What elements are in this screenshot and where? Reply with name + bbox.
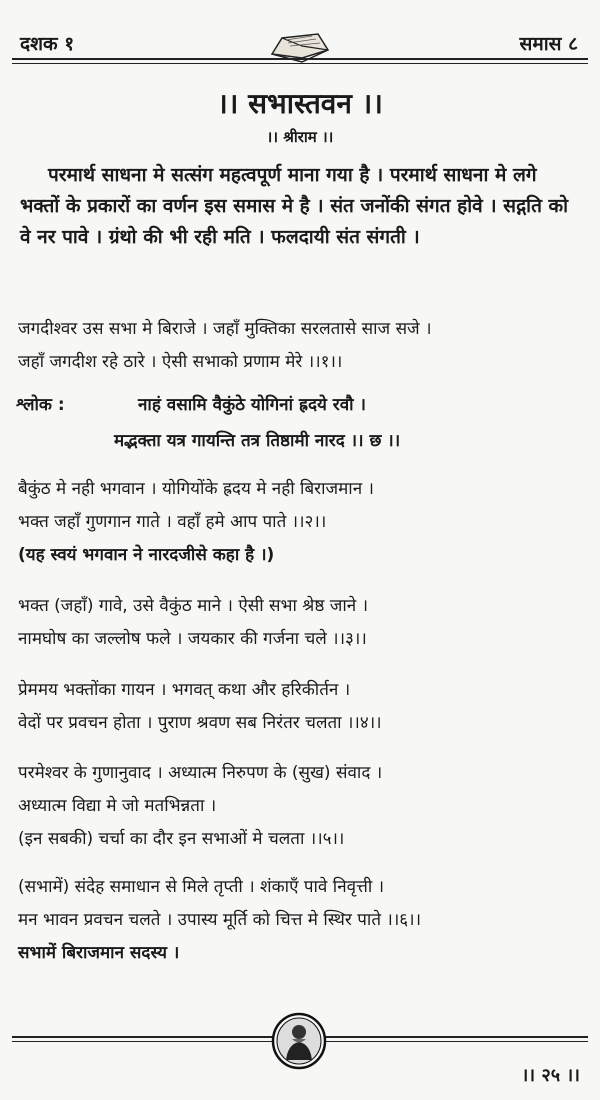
page-number: ।। २५ ।।: [521, 1065, 580, 1086]
intro-text: परमार्थ साधना मे सत्संग महत्वपूर्ण माना गया है । परमार्थ साधना मे लगे भक्तों के प्रकारों का वर्णन इस समास मे है । संत जनोंकी संगत होवे । सद्गति को वे नर पावे । ग्रंथो की भी रही मति । फलदायी संत संगती ।: [20, 164, 569, 248]
verse-line: बैकुंठ मे नही भगवान । योगियोंके ह्रदय मे नही बिराजमान ।: [18, 479, 374, 499]
shloka-line: नाहं वसामि वैकुंठे योगिनां ह्रदये रवौ ।: [138, 395, 366, 415]
intro-paragraph: [20, 160, 580, 253]
chapter-title: ।। सभास्तवन ।।: [217, 87, 383, 120]
verse-line: (सभामें) संदेह समाधान से मिले तृप्ती । शंकाएँ पावे निवृत्ती ।: [18, 877, 385, 897]
header-rule-thin: [12, 63, 588, 64]
verse-line: नामघोष का जल्लोष फले । जयकार की गर्जना चले ।।३।।: [18, 629, 367, 649]
verse-line: प्रेममय भक्तोंका गायन । भगवत् कथा और हरिकीर्तन ।: [18, 680, 351, 700]
closing-line: सभामें बिराजमान सदस्य ।: [18, 943, 180, 963]
verse-line: मन भावन प्रवचन चलते । उपास्य मूर्ति को चित्त मे स्थिर पाते ।।६।।: [18, 910, 422, 930]
verse-line: भक्त (जहाँ) गावे, उसे वैकुंठ माने । ऐसी सभा श्रेष्ठ जाने ।: [18, 596, 369, 616]
verse-line: भक्त जहाँ गुणगान गाते । वहाँ हमे आप पाते ।।२।।: [18, 512, 327, 532]
verse-line: वेदों पर प्रवचन होता । पुराण श्रवण सब निरंतर चलता ।।४।।: [18, 713, 382, 733]
saint-portrait-icon: [270, 1012, 328, 1070]
verse-6: [18, 871, 588, 970]
shloka-label: श्लोक :: [16, 395, 65, 415]
verse-line: जगदीश्वर उस सभा मे बिराजे । जहाँ मुक्तिका सरलतासे साज सजे ।: [18, 319, 432, 339]
verse-3: [18, 590, 588, 656]
header-dashak: दशक १: [20, 33, 75, 55]
verse-1: [18, 313, 588, 379]
chapter-subtitle: ।। श्रीराम ।।: [266, 128, 334, 146]
verse-line: परमेश्वर के गुणानुवाद । अध्यात्म निरुपण के (सुख) संवाद ।: [18, 763, 383, 783]
note-line: (यह स्वयं भगवान ने नारदजीसे कहा है ।): [18, 545, 275, 565]
header-samas: समास ८: [519, 33, 578, 55]
verse-4: [18, 674, 588, 740]
verse-5: [18, 757, 588, 856]
shloka-line: मद्भक्ता यत्र गायन्ति तत्र तिष्ठामी नारद ।। छ ।।: [114, 431, 401, 451]
verse-line: अध्यात्म विद्या मे जो मतभिन्नता ।: [18, 796, 217, 816]
verse-line: (इन सबकी) चर्चा का दौर इन सभाओं मे चलता ।।५।।: [18, 829, 345, 849]
verse-2: [18, 473, 588, 572]
verse-line: जहाँ जगदीश रहे ठारे । ऐसी सभाको प्रणाम मेरे ।।१।।: [18, 352, 343, 372]
header-rule: [12, 58, 588, 60]
